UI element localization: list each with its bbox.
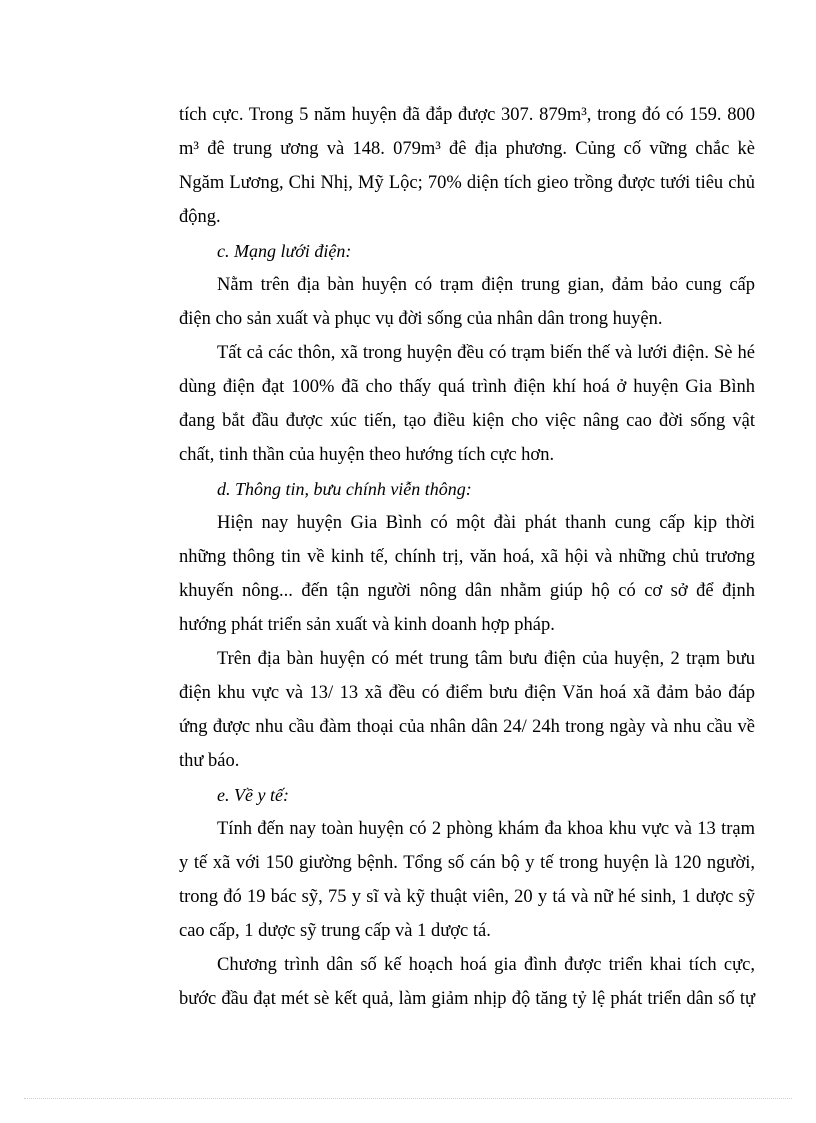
text-line: hướng phát triển sản xuất và kinh doanh hợp pháp.: [179, 615, 555, 635]
text-line: dùng điện đạt 100% đã cho thấy quá trình điện khí hoá ở huyện Gia Bình: [179, 377, 755, 397]
text-line: Hiện nay huyện Gia Bình có một đài phát thanh cung cấp kịp thời: [217, 513, 755, 533]
text-line: chất, tinh thần của huyện theo hướng tích cực hơn.: [179, 445, 555, 465]
text-line: cao cấp, 1 dược sỹ trung cấp và 1 dược tá.: [179, 921, 491, 941]
text-line: Ngăm Lương, Chi Nhị, Mỹ Lộc; 70% diện tích gieo trồng được tưới tiêu chủ: [179, 173, 755, 193]
text-line: Trên địa bàn huyện có mét trung tâm bưu điện của huyện, 2 trạm bưu: [217, 649, 755, 669]
text-line: tích cực. Trong 5 năm huyện đã đắp được 307. 879m³, trong đó có 159. 800: [179, 105, 755, 125]
section-heading: d. Thông tin, bưu chính viễn thông:: [217, 479, 472, 499]
text-line: Tính đến nay toàn huyện có 2 phòng khám đa khoa khu vực và 13 trạm: [217, 819, 755, 839]
text-line: ứng được nhu cầu đàm thoại của nhân dân 24/ 24h trong ngày và nhu cầu về: [179, 717, 755, 737]
text-line: m³ đê trung ương và 148. 079m³ đê địa phương. Củng cố vững chắc kè: [179, 139, 755, 159]
text-line: điện khu vực và 13/ 13 xã đều có điểm bưu điện Văn hoá xã đảm bảo đáp: [179, 683, 755, 703]
text-line: Tất cả các thôn, xã trong huyện đều có trạm biến thế và lưới điện. Sè hé: [217, 343, 755, 363]
text-line: đang bắt đầu được xúc tiến, tạo điều kiện cho việc nâng cao đời sống vật: [179, 411, 755, 431]
text-line: Nằm trên địa bàn huyện có trạm điện trung gian, đảm bảo cung cấp: [217, 275, 755, 295]
text-line: khuyến nông... đến tận người nông dân nhằm giúp hộ có cơ sở để định: [179, 581, 755, 601]
text-line: bước đầu đạt mét sè kết quả, làm giảm nhịp độ tăng tỷ lệ phát triển dân số tự: [179, 989, 755, 1009]
text-line: những thông tin về kinh tế, chính trị, văn hoá, xã hội và những chủ trương: [179, 547, 755, 567]
text-line: Chương trình dân số kế hoạch hoá gia đình được triển khai tích cực,: [217, 955, 755, 975]
text-line: động.: [179, 207, 221, 227]
page-bottom-divider: [24, 1098, 792, 1099]
text-line: trong đó 19 bác sỹ, 75 y sĩ và kỹ thuật viên, 20 y tá và nữ hé sinh, 1 dược sỹ: [179, 887, 755, 907]
text-line: y tế xã với 150 giường bệnh. Tổng số cán bộ y tế trong huyện là 120 người,: [179, 853, 755, 873]
text-line: điện cho sản xuất và phục vụ đời sống của nhân dân trong huyện.: [179, 309, 663, 329]
text-line: thư báo.: [179, 751, 240, 771]
section-heading: e. Về y tế:: [217, 785, 289, 805]
section-heading: c. Mạng lưới điện:: [217, 241, 352, 261]
